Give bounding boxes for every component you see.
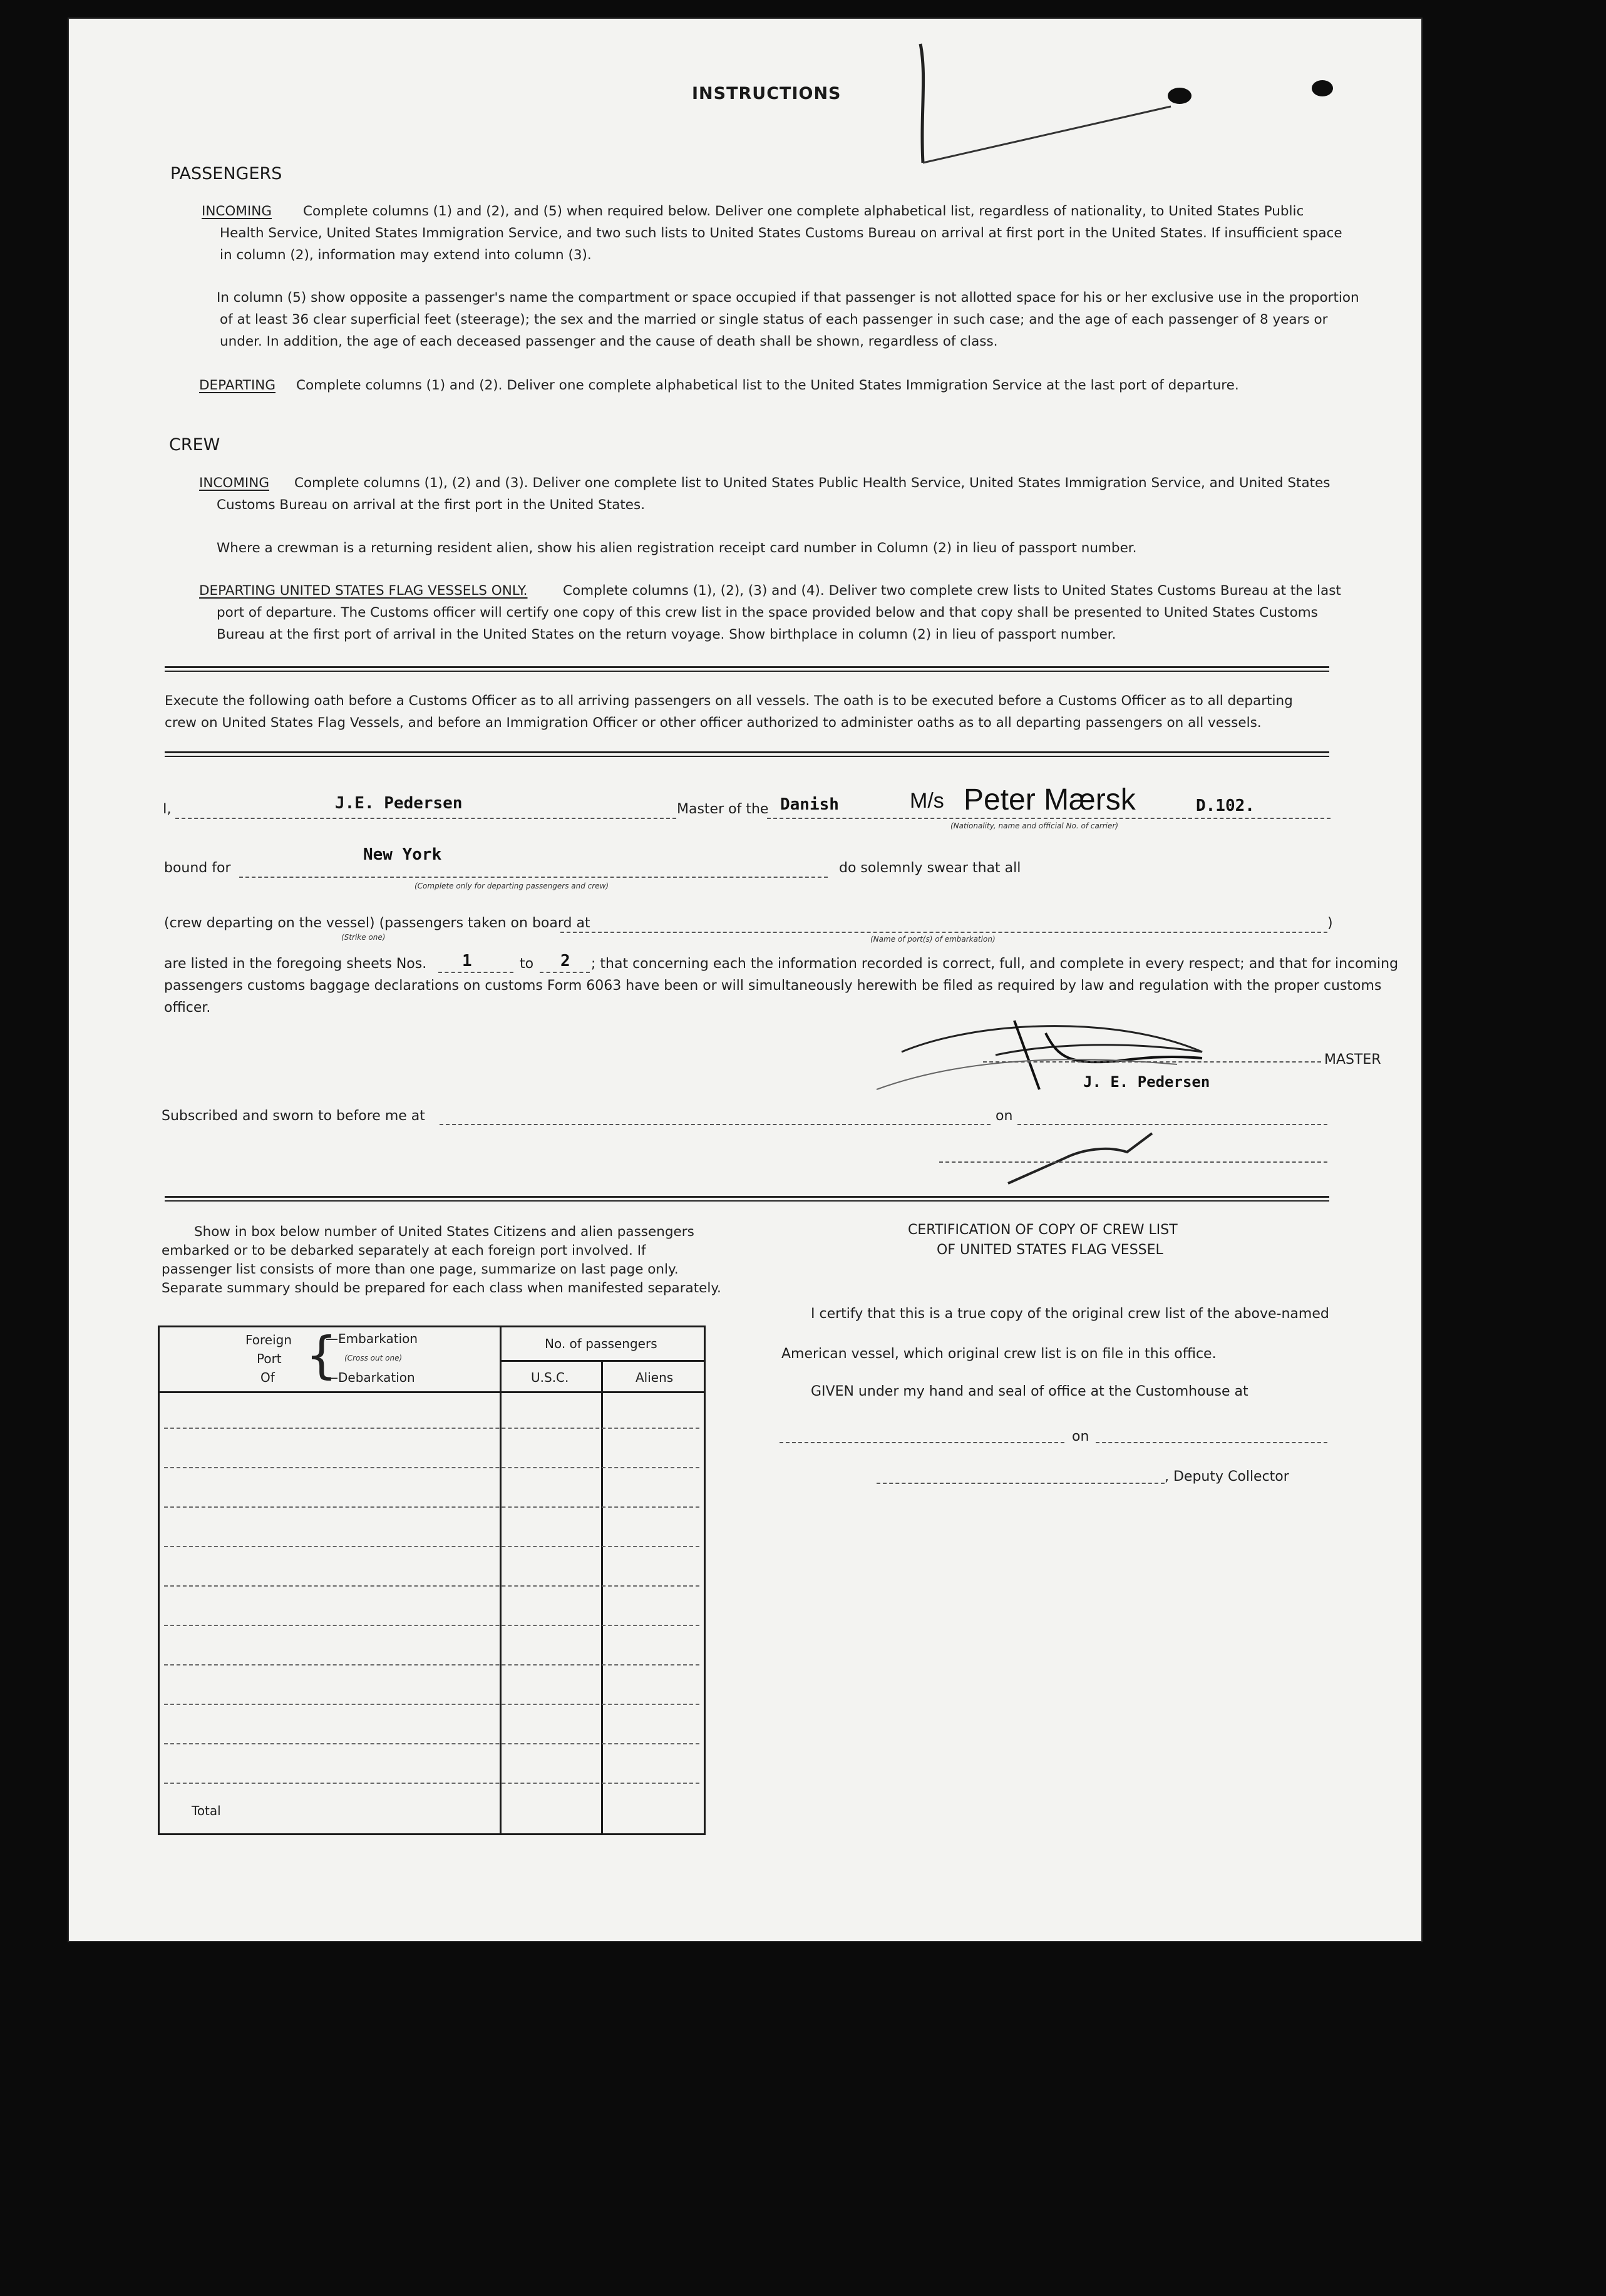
sheet-to-value: 2 (560, 952, 570, 970)
embarkation-label: —Embarkation (326, 1331, 418, 1346)
divider (165, 671, 1329, 672)
table-column-divider (500, 1326, 502, 1835)
master-of-label: Master of the (677, 801, 769, 817)
certification-title: OF UNITED STATES FLAG VESSEL (937, 1242, 1163, 1258)
to-label: to (520, 956, 534, 972)
aliens-header: Aliens (636, 1370, 674, 1385)
certification-title: CERTIFICATION OF COPY OF CREW LIST (908, 1222, 1178, 1238)
brace-icon: { (306, 1326, 337, 1384)
crew-departing-passengers-text: (crew departing on the vessel) (passengers taken on board at (164, 915, 590, 931)
master-name-field-line (175, 818, 676, 819)
table-row (164, 1428, 699, 1429)
vessel-official-number-value: D.102. (1196, 796, 1255, 815)
table-row (164, 1704, 699, 1705)
of-label: Of (260, 1370, 275, 1385)
officer-text: officer. (164, 1000, 211, 1016)
crew-departing-text: port of departure. The Customs officer will certify one copy of this crew list in the space provided below and that copy shall be presented to United States Customs (217, 605, 1318, 620)
table-row (164, 1467, 699, 1468)
sheet-from-field-line (438, 972, 513, 973)
crew-departing-text: Bureau at the first port of arrival in the United States on the return voyage. Show birthplace in column (2) in lieu of passport number. (217, 627, 1116, 642)
passengers-incoming-text: in column (2), information may extend into column (3). (220, 247, 592, 263)
document-page (69, 19, 1421, 1941)
deputy-collector-label: , Deputy Collector (1165, 1469, 1289, 1485)
embarkation-port-field-line (560, 932, 1327, 933)
listed-suffix-text: ; that concerning each the information recorded is correct, full, and complete in every respect; and that for incoming (591, 956, 1399, 972)
vessel-field-line (767, 818, 1331, 819)
summary-instruction-text: Separate summary should be prepared for each class when manifested separately. (162, 1280, 721, 1296)
debarkation-label: —Debarkation (326, 1370, 415, 1385)
table-row (164, 1506, 699, 1508)
summary-instruction-text: Show in box below number of United States Citizens and alien passengers (194, 1224, 694, 1240)
vessel-prefix-value: M/s (910, 789, 944, 813)
crew-incoming-text: Customs Bureau on arrival at the first port in the United States. (217, 497, 646, 513)
divider (165, 666, 1329, 668)
usc-header: U.S.C. (531, 1370, 569, 1385)
ink-blot (1312, 80, 1333, 96)
oath-i-label: I, (163, 801, 172, 817)
sworn-on-label: on (996, 1108, 1013, 1124)
divider (165, 751, 1329, 753)
table-row (164, 1743, 699, 1744)
typed-signature: J. E. Pedersen (1083, 1073, 1210, 1091)
passengers-incoming-label: INCOMING (202, 203, 272, 219)
crew-departing-text: Complete columns (1), (2), (3) and (4). Deliver two complete crew lists to United States Customs Bureau at the last (563, 583, 1341, 599)
table-row (164, 1585, 699, 1587)
total-label: Total (192, 1803, 221, 1818)
crew-resident-alien-text: Where a crewman is a returning resident alien, show his alien registration receipt card number in Column (2) in lieu of passport number. (217, 540, 1137, 556)
port-label: Port (257, 1351, 282, 1366)
sworn-date-field-line (1017, 1124, 1327, 1125)
nationality-caption: (Nationality, name and official No. of carrier) (950, 821, 1119, 830)
close-paren: ) (1327, 915, 1333, 931)
passengers-departing-text: Complete columns (1) and (2). Deliver one complete alphabetical list to the United States Immigration Service at the last port of departure. (296, 378, 1239, 393)
passengers-departing-label: DEPARTING (199, 378, 276, 393)
bound-for-caption: (Complete only for departing passengers and crew) (414, 882, 609, 890)
listed-prefix-text: are listed in the foregoing sheets Nos. (164, 956, 427, 972)
vessel-name-value: Peter Mærsk (964, 783, 1136, 816)
ports-summary-table (158, 1326, 706, 1835)
page-title: INSTRUCTIONS (692, 84, 842, 103)
crew-section-title: CREW (169, 435, 220, 455)
sworn-place-field-line (440, 1124, 991, 1125)
passengers-column5-text: under. In addition, the age of each deceased passenger and the cause of death shall be shown, regardless of class. (220, 334, 998, 349)
vessel-nationality-value: Danish (780, 795, 839, 814)
foreign-label: Foreign (245, 1332, 292, 1347)
bound-for-value: New York (363, 845, 442, 864)
passengers-column5-text: of at least 36 clear superficial feet (steerage); the sex and the married or single status of each passenger in such case; and the age of each passenger of 8 years or (220, 312, 1328, 327)
signature-line (983, 1061, 1321, 1063)
crew-incoming-text: Complete columns (1), (2) and (3). Deliver one complete list to United States Public Health Service, United States Immigration Service, and United States (294, 475, 1331, 491)
embarkation-port-caption: (Name of port(s) of embarkation) (870, 935, 996, 944)
passengers-incoming-text: Health Service, United States Immigration Service, and two such lists to United States Customs Bureau on arrival at first port in the United States. If insufficient space (220, 225, 1342, 241)
deputy-collector-field-line (877, 1483, 1165, 1484)
divider (165, 756, 1329, 757)
divider (165, 1200, 1329, 1202)
certification-text: American vessel, which original crew list is on file in this office. (781, 1346, 1217, 1362)
table-header-divider (500, 1360, 706, 1362)
master-name-value: J.E. Pedersen (335, 794, 463, 813)
certification-on-label: on (1072, 1429, 1089, 1444)
bound-for-field-line (239, 877, 828, 878)
crew-incoming-label: INCOMING (199, 475, 269, 491)
pen-stroke-mark (908, 38, 1183, 182)
table-column-divider (601, 1360, 603, 1835)
table-row (164, 1625, 699, 1626)
strike-one-caption: (Strike one) (341, 933, 386, 942)
subscribed-label: Subscribed and sworn to before me at (162, 1108, 425, 1124)
master-label: MASTER (1324, 1052, 1381, 1068)
passengers-section-title: PASSENGERS (170, 164, 282, 183)
table-header-divider (158, 1391, 706, 1393)
baggage-declaration-text: passengers customs baggage declarations on customs Form 6063 have been or will simultaneously herewith be filed as required by law and regulation with the proper customs (164, 978, 1382, 994)
oath-instruction-text: crew on United States Flag Vessels, and before an Immigration Officer or other officer authorized to administer oaths as to all departing passengers on all vessels. (165, 715, 1262, 731)
summary-instruction-text: embarked or to be debarked separately at each foreign port involved. If (162, 1243, 646, 1259)
no-of-passengers-header: No. of passengers (545, 1336, 657, 1351)
table-row (164, 1783, 699, 1784)
table-row (164, 1546, 699, 1547)
swear-text: do solemnly swear that all (839, 860, 1021, 876)
master-signature (852, 996, 1302, 1196)
sheet-from-value: 1 (462, 952, 472, 970)
customhouse-field-line (780, 1442, 1064, 1443)
oath-instruction-text: Execute the following oath before a Customs Officer as to all arriving passengers on all vessels. The oath is to be executed before a Customs Officer as to all departing (165, 693, 1293, 709)
summary-instruction-text: passenger list consists of more than one page, summarize on last page only. (162, 1262, 679, 1277)
cross-out-caption: (Cross out one) (344, 1354, 403, 1362)
certification-text: GIVEN under my hand and seal of office at the Customhouse at (811, 1384, 1248, 1399)
certification-date-field-line (1096, 1442, 1327, 1443)
passengers-column5-text: In column (5) show opposite a passenger's name the compartment or space occupied if that passenger is not allotted space for his or her exclusive use in the proportion (217, 290, 1359, 306)
sheet-to-field-line (540, 972, 590, 973)
divider (165, 1196, 1329, 1198)
bound-for-label: bound for (164, 860, 231, 876)
passengers-incoming-text: Complete columns (1) and (2), and (5) when required below. Deliver one complete alphabetical list, regardless of nationality, to United States Public (303, 203, 1304, 219)
certification-text: I certify that this is a true copy of the original crew list of the above-named (811, 1306, 1329, 1322)
crew-departing-label: DEPARTING UNITED STATES FLAG VESSELS ONLY. (199, 583, 528, 599)
table-row (164, 1664, 699, 1665)
officer-signature-field-line (939, 1161, 1327, 1163)
